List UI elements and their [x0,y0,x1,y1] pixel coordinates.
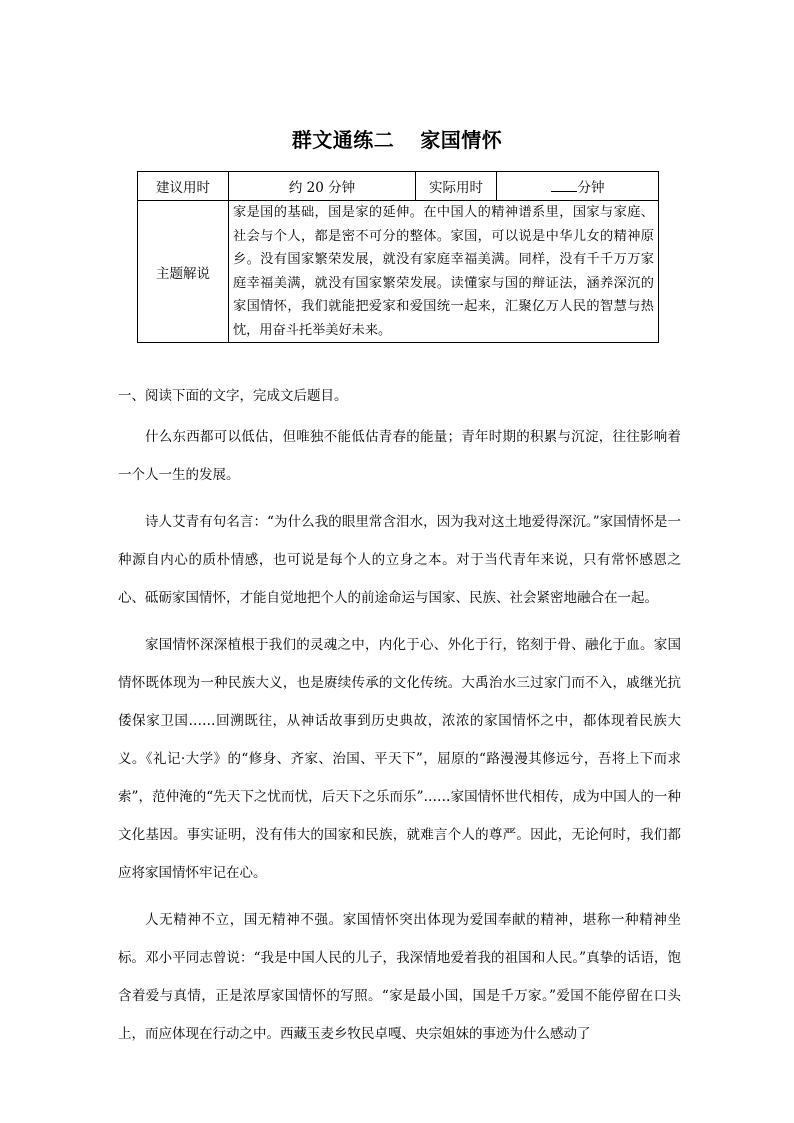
suggested-time-value: 约 20 分钟 [229,172,416,201]
actual-time-cell [497,172,659,201]
paragraph: 诗人艾青有句名言：“为什么我的眼里常含泪水，因为我对这土地爱得深沉。”家国情怀是一种源自内心的质朴情感，也可说是每个人的立身之本。对于当代青年来说，只有常怀感恩之心、砥砺家国情怀，才能自觉地把个人的前途命运与国家、民族、社会紧密地融合在一起。 [118,514,681,606]
title-part-2: 家国情怀 [420,128,503,152]
section-heading: 一、阅读下面的文字，完成文后题目。 [118,388,348,404]
page-title [0,124,794,153]
time-row [138,172,659,201]
theme-label: 主题解说 [138,201,229,343]
paragraph: 家国情怀深深植根于我们的灵魂之中，内化于心、外化于行，铭刻于骨、融化于血。家国情怀既体现为一种民族大义，也是赓续传承的文化传统。大禹治水三过家门而不入，戚继光抗倭保家卫国……回溯既往，从神话故事到历史典故，浓浓的家国情怀之中，都体现着民族大义。《礼记·大学》的“修身、齐家、治国、平天下”，屈原的“路漫漫其修远兮，吾将上下而求索”，范仲淹的“先天下之忧而忧，后天下之乐而乐”……家国情怀世代相传，成为中国人的一种文化基因。事实证明，没有伟大的国家和民族，就难言个人的尊严。因此，无论何时，我们都应将家国情怀牢记在心。 [118,637,681,881]
actual-time-unit: 分钟 [577,180,605,196]
suggested-time-label: 建议用时 [138,172,229,201]
info-table [137,171,659,343]
title-part-1: 群文通练二 [291,128,395,152]
theme-row [138,201,659,343]
actual-time-label: 实际用时 [416,172,497,201]
theme-text: 家是国的基础，国是家的延伸。在中国人的精神谱系里，国家与家庭、社会与个人，都是密不可分的整体。家国，可以说是中华儿女的精神原乡。没有国家繁荣发展，就没有家庭幸福美满。同样，没有千千万万家庭幸福美满，就没有国家繁荣发展。读懂家与国的辩证法，涵养深沉的家国情怀，我们就能把爱家和爱国统一起来，汇聚亿万人民的智慧与热忱，用奋斗托举美好未来。 [229,201,659,343]
reading-section [118,382,681,1062]
actual-time-blank[interactable] [551,177,577,192]
paragraph: 什么东西都可以低估，但唯独不能低估青春的能量；青年时期的积累与沉淀，往往影响着一个人一生的发展。 [118,429,681,483]
paragraph: 人无精神不立，国无精神不强。家国情怀突出体现为爱国奉献的精神，堪称一种精神坐标。邓小平同志曾说：“我是中国人民的儿子，我深情地爱着我的祖国和人民。”真挚的话语，饱含着爱与真情，正是浓厚家国情怀的写照。“家是最小国，国是千万家。”爱国不能停留在口头上，而应体现在行动之中。西藏玉麦乡牧民卓嘎、央宗姐妹的事迹为什么感动了 [118,912,681,1042]
